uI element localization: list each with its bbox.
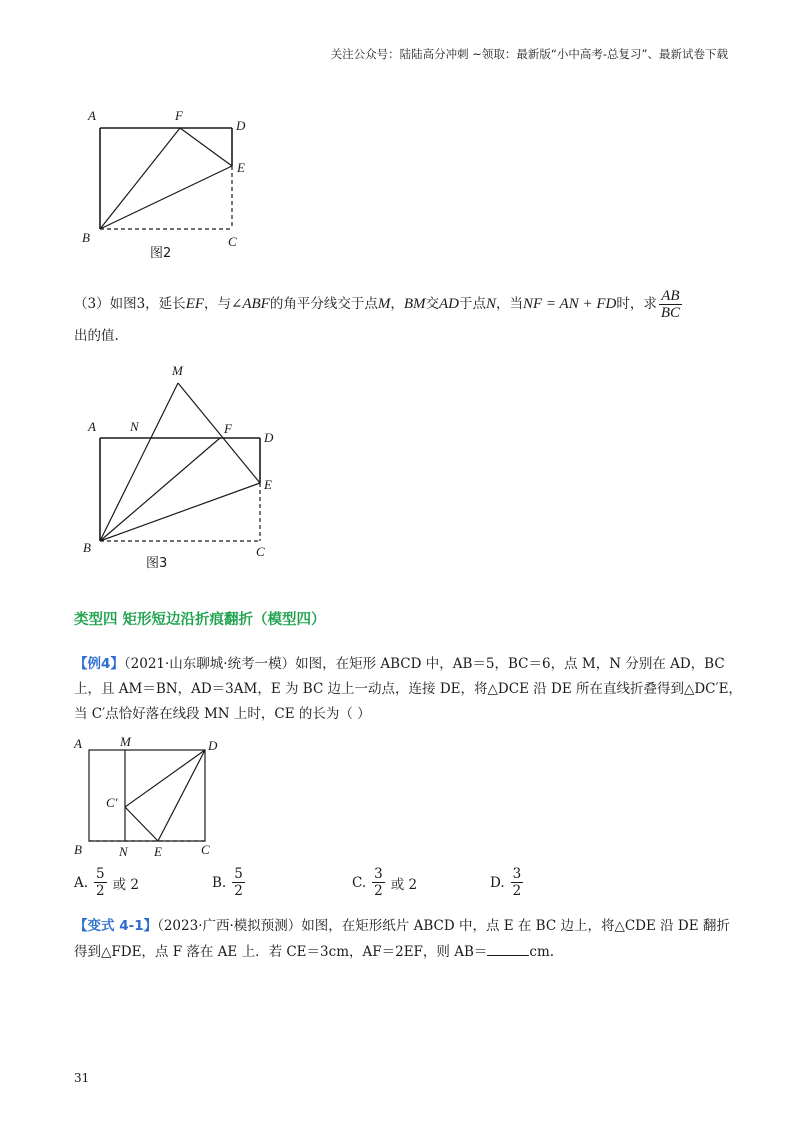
figure-3 — [74, 360, 294, 575]
option-b-num: 5 — [234, 866, 243, 882]
example-4-text: （2021·山东聊城·统考一模）如图，在矩形 ABCD 中，AB＝5，BC＝6，点 M，N 分别在 AD，BC — [123, 656, 725, 672]
figure-2 — [74, 100, 274, 265]
option-b-letter: B. — [212, 874, 227, 891]
fig3-label-a: A — [88, 419, 96, 434]
q3-equation: NF = AN + FD — [523, 296, 617, 312]
fig2-label-e: E — [237, 160, 245, 175]
option-a[interactable] — [74, 866, 139, 899]
fig4-label-n: N — [119, 844, 128, 859]
fig4-label-m: M — [120, 734, 131, 749]
answer-blank[interactable] — [487, 941, 529, 956]
option-a-num: 5 — [96, 866, 105, 882]
option-d-letter: D. — [490, 874, 505, 891]
fig2-label-d: D — [236, 118, 246, 133]
fig2-segment-be — [100, 166, 232, 229]
fig2-label-b: B — [82, 230, 90, 245]
fig3-label-b: B — [83, 540, 91, 555]
variant-4-1-line-1 — [74, 914, 734, 938]
option-c[interactable] — [352, 866, 417, 899]
figure-4 — [70, 732, 230, 860]
variant-4-1-text-2: 得到△FDE，点 F 落在 AE 上．若 CE＝3cm，AF＝2EF，则 AB＝ — [74, 944, 488, 960]
fig3-label-n: N — [130, 419, 139, 434]
fig3-caption: 图3 — [146, 556, 168, 571]
fig2-label-a: A — [88, 108, 96, 123]
q3-m: M — [377, 296, 391, 312]
q3-n: N — [486, 296, 497, 312]
option-d-fraction — [511, 866, 524, 899]
example-4-tag: 【例4】 — [74, 656, 124, 672]
example-4-line-3: 当 C′点恰好落在线段 MN 上时，CE 的长为（ ） — [74, 706, 371, 722]
variant-4-1-unit: cm. — [529, 944, 555, 960]
option-c-fraction — [372, 866, 385, 899]
fig3-label-e: E — [264, 477, 272, 492]
q3-text: ，当 — [496, 296, 524, 312]
fig4-segment-de — [158, 750, 205, 841]
option-b-fraction — [232, 866, 245, 899]
q3-fraction — [659, 288, 682, 321]
q3-frac-den: BC — [660, 305, 680, 321]
q3-text: ，与∠ — [204, 296, 243, 312]
option-d[interactable] — [490, 866, 525, 899]
option-d-num: 3 — [512, 866, 522, 882]
variant-4-1-line-2 — [74, 940, 734, 964]
option-c-letter: C. — [352, 874, 367, 891]
fig4-label-b: B — [74, 842, 82, 857]
page-number: 31 — [74, 1071, 90, 1085]
fig4-segment-c1e — [125, 807, 158, 841]
fig2-label-f: F — [175, 108, 183, 123]
q3-text: 时，求 — [616, 296, 657, 312]
option-b[interactable] — [212, 866, 247, 899]
fig3-label-f: F — [224, 421, 232, 436]
example-4-line-1 — [74, 652, 734, 676]
option-a-fraction — [94, 866, 107, 899]
option-a-suffix: 或 2 — [112, 876, 140, 893]
option-d-den: 2 — [512, 883, 522, 899]
variant-4-1-text: （2023·广西·模拟预测）如图，在矩形纸片 ABCD 中，点 E 在 BC 边上，将△CDE 沿 DE 翻折 — [157, 918, 730, 934]
fig4-label-c: C — [201, 842, 210, 857]
section-title: 类型四 矩形短边沿折痕翻折（模型四） — [74, 612, 326, 628]
fig2-segment-fe — [180, 128, 232, 166]
fig3-label-m: M — [172, 363, 183, 378]
fig3-label-d: D — [264, 430, 274, 445]
fig4-segment-dc1 — [125, 750, 205, 807]
q3-ad: AD — [439, 296, 459, 312]
fig2-label-c: C — [228, 234, 237, 249]
example-4-line-2: 上，且 AM＝BN，AD＝3AM，E 为 BC 边上一动点，连接 DE，将△DCE 沿 DE 所在直线折叠得到△DC′E， — [74, 681, 742, 697]
q3-bm: BM — [403, 296, 426, 312]
option-b-den: 2 — [234, 883, 243, 899]
q3-line-2: 出的值. — [74, 328, 119, 344]
fig2-segment-bf — [100, 128, 180, 229]
option-c-num: 3 — [374, 866, 383, 882]
fig2-caption: 图2 — [150, 246, 172, 261]
q3-frac-num: AB — [661, 288, 680, 304]
fig3-segment-me — [178, 383, 260, 483]
q3-text: ， — [390, 296, 404, 312]
q3-ef: EF — [185, 296, 205, 312]
fig3-segment-bf — [100, 438, 220, 541]
fig4-label-a: A — [74, 736, 82, 751]
variant-4-1-tag: 【变式 4-1】 — [74, 918, 158, 934]
q3-abf: ABF — [242, 296, 270, 312]
fig4-label-d: D — [208, 738, 218, 753]
q3-text: 交 — [425, 296, 439, 312]
page-header: 关注公众号：陆陆高分冲刺 ~领取：最新版“小中高考-总复习”、最新试卷下载 — [330, 47, 728, 61]
question-3 — [74, 288, 734, 321]
option-a-letter: A. — [74, 874, 89, 891]
q3-text: 的角平分线交于点 — [269, 296, 378, 312]
fig4-label-e: E — [154, 844, 162, 859]
option-c-den: 2 — [374, 883, 383, 899]
option-c-suffix: 或 2 — [390, 876, 418, 893]
option-a-den: 2 — [96, 883, 105, 899]
q3-text: （3）如图3，延长 — [74, 296, 186, 312]
q3-text: 于点 — [459, 296, 486, 312]
fig4-label-c-prime: C′ — [106, 795, 118, 810]
fig3-label-c: C — [256, 544, 265, 559]
